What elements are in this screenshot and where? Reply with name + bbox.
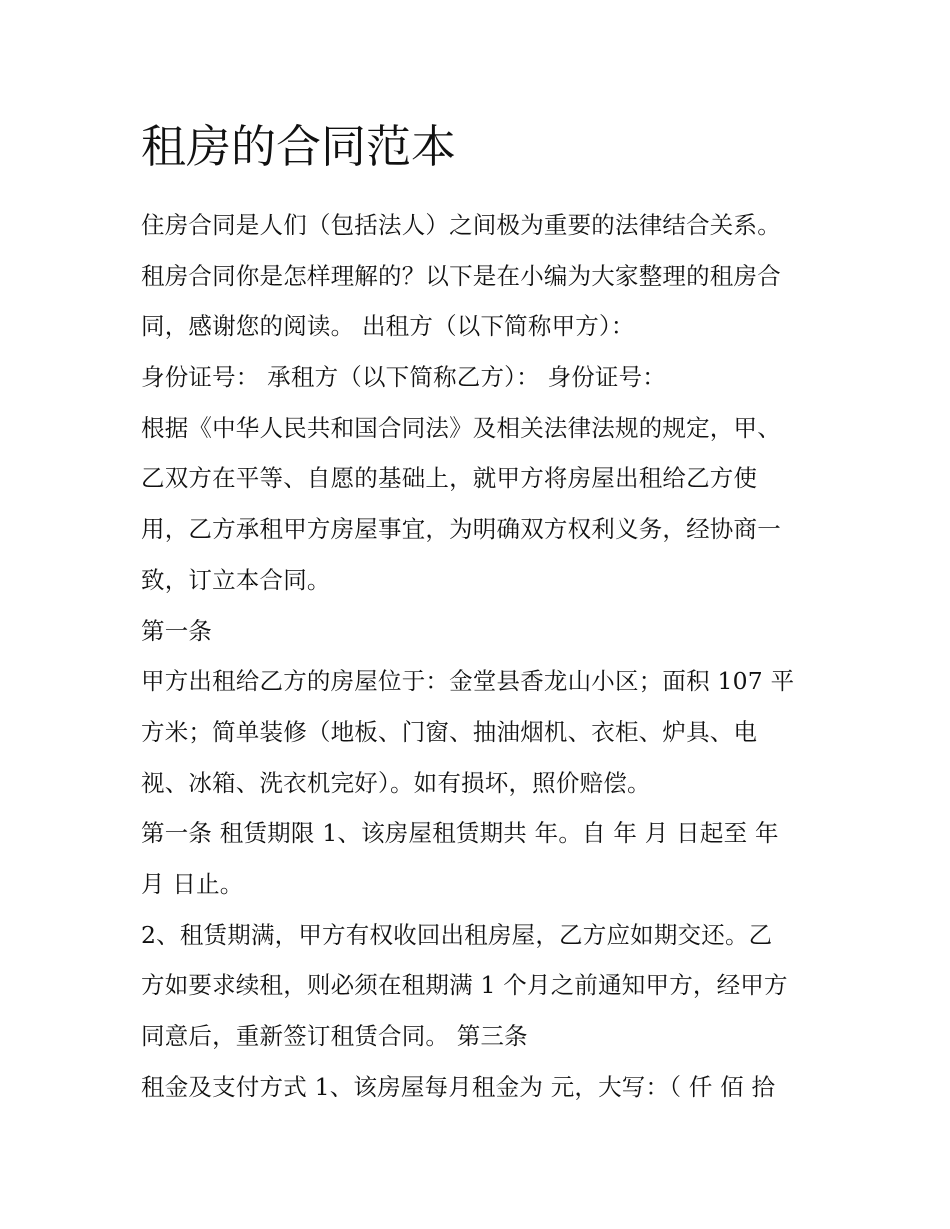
- body-line: 同意后，重新签订租赁合同。 第三条: [141, 1022, 528, 1050]
- body-line: 第一条 租赁期限 1、该房屋租赁期共 年。自 年 月 日起至 年: [141, 819, 779, 848]
- body-line: 同，感谢您的阅读。 出租方（以下简称甲方）：: [141, 312, 635, 341]
- body-line: 住房合同是人们（包括法人）之间极为重要的法律结合关系。: [141, 211, 781, 239]
- body-line: 租金及支付方式 1、该房屋每月租金为 元，大写：（ 仟 佰 拾: [141, 1072, 776, 1101]
- body-line: 致，订立本合同。: [141, 565, 331, 594]
- body-line: 视、冰箱、洗衣机完好）。如有损坏，照价赔偿。: [141, 768, 651, 797]
- body-line: 2、租赁期满，甲方有权收回出租房屋，乙方应如期交还。乙: [141, 920, 773, 949]
- body-line: 乙双方在平等、自愿的基础上，就甲方将房屋出租给乙方使: [141, 464, 758, 493]
- body-line: 方如要求续租，则必须在租期满 1 个月之前通知甲方，经甲方: [141, 971, 788, 1000]
- body-line: 甲方出租给乙方的房屋位于：金堂县香龙山小区；面积 107 平: [141, 667, 795, 696]
- document-body: [141, 200, 821, 1112]
- section-heading: 第一条: [141, 616, 213, 645]
- document-title: 租房的合同范本: [141, 120, 457, 173]
- body-line: 根据《中华人民共和国合同法》及相关法律法规的规定，甲、: [141, 413, 781, 442]
- body-line: 租房合同你是怎样理解的？以下是在小编为大家整理的租房合: [141, 261, 781, 290]
- body-line: 用，乙方承租甲方房屋事宜，为明确双方权利义务，经协商一: [141, 515, 781, 544]
- body-line: 身份证号： 承租方（以下简称乙方）： 身份证号：: [141, 363, 666, 392]
- body-line: 方米；简单装修（地板、门窗、抽油烟机、衣柜、炉具、电: [141, 717, 758, 746]
- body-line: 月 日止。: [141, 869, 244, 898]
